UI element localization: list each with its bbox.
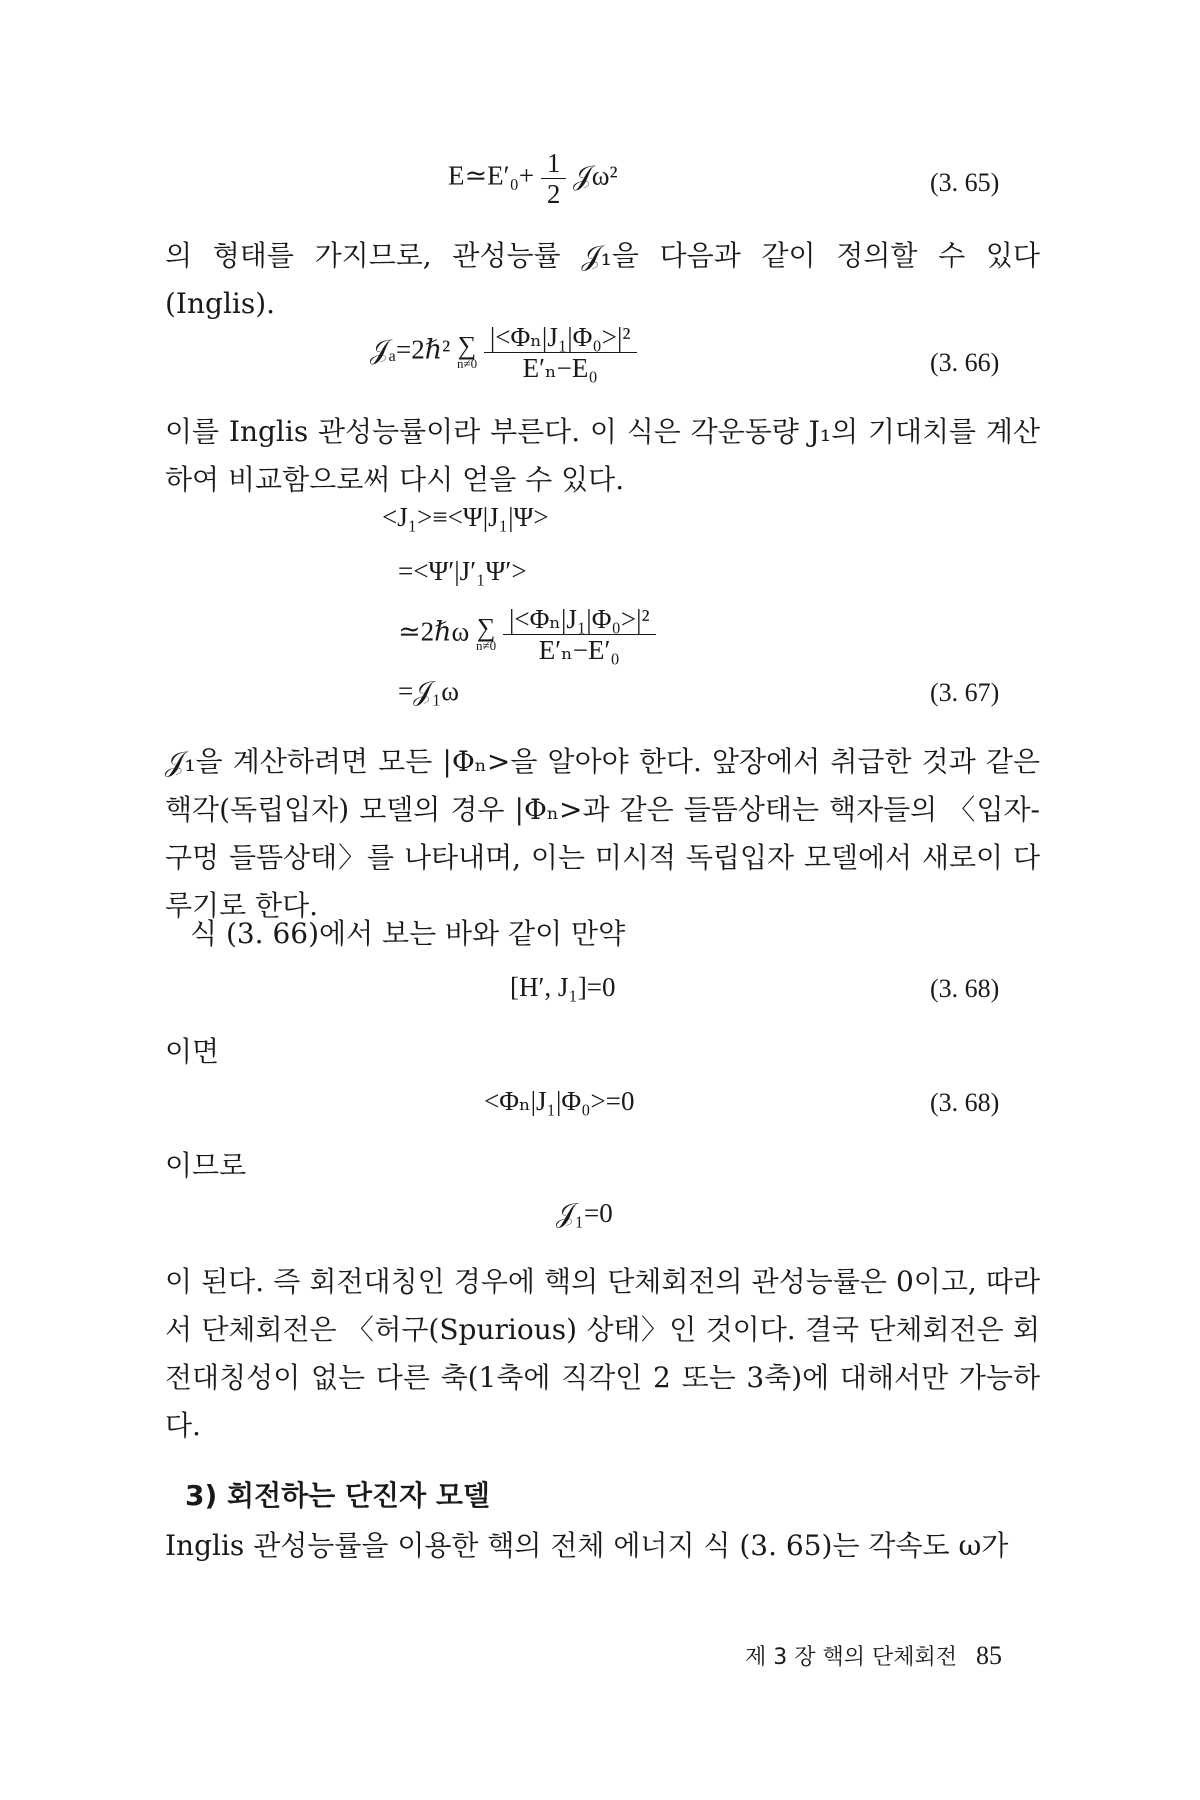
equation-3-67-line: <J₁>≡<Ψ|J₁|Ψ>	[382, 502, 549, 532]
paragraph: 이 된다. 즉 회전대칭인 경우에 핵의 단체회전의 관성능률은 0이고, 따라서 단체회전은 〈허구(Spurious) 상태〉인 것이다. 결국 단체회전은 회전대칭성이 없는 다른 축(1축에 직각인 2 또는 3축)에 대해서만 가능하다.	[165, 1265, 1040, 1442]
fraction: $\frac{\text{|<Φₙ|J₁|Φ₀>|²}}{\text{E′ₙ−E′₀}}$	[503, 604, 656, 665]
equation-3-66: 𝒥ₐ=2ℏ² ∑ n≠0 $\frac{\text{|<Φₙ|J₁|Φ₀>|²}}{\text{E′ₙ−E₀}}$	[370, 322, 637, 383]
section-heading: 3) 회전하는 단진자 모델	[185, 1479, 490, 1512]
paragraph: 의 형태를 가지므로, 관성능률 𝒥₁을 다음과 같이 정의할 수 있다 (Inglis).	[165, 239, 1040, 320]
equation-3-67-line: =<Ψ′|J′₁Ψ′>	[398, 556, 527, 586]
summation-symbol: ∑ n≠0	[456, 330, 478, 371]
page-number: 85	[976, 1641, 1002, 1670]
equation-number: (3. 66)	[930, 348, 1000, 377]
equation-number: (3. 68)	[930, 974, 1000, 1003]
equation-3-65	[448, 148, 618, 209]
chapter-title: 제 3 장 핵의 단체회전	[745, 1645, 957, 1670]
equation: 𝒥₁=0	[556, 1198, 613, 1228]
equation-rhs: 𝒥ω²	[573, 160, 618, 191]
equation-number: (3. 67)	[930, 678, 1000, 707]
fraction: $\frac{\text{|<Φₙ|J₁|Φ₀>|²}}{\text{E′ₙ−E₀}}$	[484, 322, 637, 383]
paragraph: 식 (3. 66)에서 보는 바와 같이 만약	[190, 917, 626, 950]
equation-3-67-line: =𝒥₁ω	[398, 676, 460, 706]
page-footer	[745, 1640, 1002, 1671]
equation-3-67-line: ≃2ℏω ∑ n≠0 $\frac{\text{|<Φₙ|J₁|Φ₀>|²}}{\text{E′ₙ−E′₀}}$	[398, 604, 656, 665]
equation-number: (3. 68)	[930, 1088, 1000, 1117]
equation-3-68: [H′, J₁]=0	[510, 972, 616, 1002]
equation-number: (3. 65)	[930, 168, 1000, 197]
summation-symbol: ∑ n≠0	[476, 612, 497, 653]
paragraph: 이면	[165, 1035, 220, 1068]
paragraph: 𝒥₁을 계산하려면 모든 |Φₙ>을 알아야 한다. 앞장에서 취급한 것과 같은 핵각(독립입자) 모델의 경우 |Φₙ>과 같은 들뜸상태는 핵자들의 〈입자-구멍 들뜸상태〉를 나타내며, 이는 미시적 독립입자 모델에서 새로이 다루기로 한다.	[165, 745, 1040, 922]
equation-3-68: <Φₙ|J₁|Φ₀>=0	[484, 1086, 635, 1116]
paragraph: 이를 Inglis 관성능률이라 부른다. 이 식은 각운동량 J₁의 기대치를 계산하여 비교함으로써 다시 얻을 수 있다.	[165, 415, 1040, 496]
paragraph: 이므로	[165, 1149, 247, 1182]
equation-lhs: E≃E′₀+	[448, 160, 535, 191]
fraction: $\frac{1}{2}$	[541, 148, 567, 209]
paragraph: Inglis 관성능률을 이용한 핵의 전체 에너지 식 (3. 65)는 각속도 ω가	[165, 1529, 1009, 1562]
